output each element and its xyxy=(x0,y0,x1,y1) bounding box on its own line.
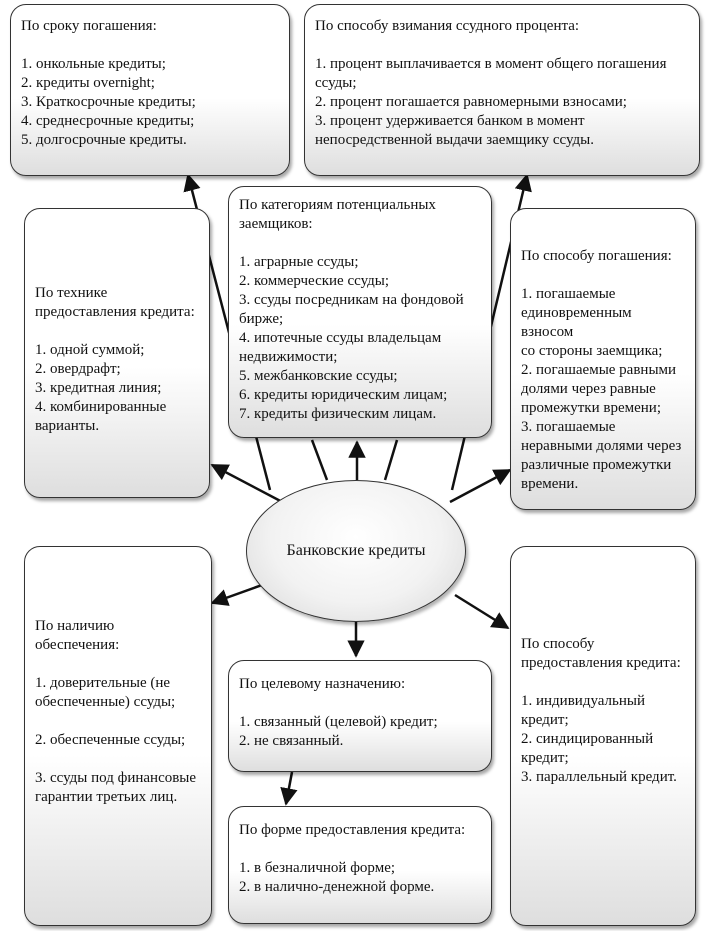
arrow-to-technique xyxy=(212,465,288,505)
borrowers-item: 3. ссуды посредникам на фондовой бирже; xyxy=(239,292,464,327)
borrowers-item: 4. ипотечные ссуды владельцам недвижимости; xyxy=(239,330,442,365)
repayment-item: 2. погашаемые равными долями через равные промежутки времени; xyxy=(521,362,677,416)
repayment-box xyxy=(510,208,696,510)
borrowers-item: 7. кредиты физическим лицам. xyxy=(239,406,437,422)
center-node xyxy=(246,480,466,622)
borrowers-item: 5. межбанковские ссуды; xyxy=(239,368,398,384)
term-item: 1. онкольные кредиты; xyxy=(21,56,166,72)
borrowers-box xyxy=(228,186,492,438)
center-label: Банковские кредиты xyxy=(286,542,426,559)
technique-item: 3. кредитная линия; xyxy=(35,380,162,396)
provision-title: По способу предоставления кредита: xyxy=(521,636,681,671)
form-box xyxy=(228,806,492,924)
term-item: 3. Краткосрочные кредиты; xyxy=(21,94,196,110)
term-title: По сроку погашения: xyxy=(21,18,157,34)
repayment-list xyxy=(521,285,685,494)
arrow-to-borrowers-right xyxy=(385,440,397,480)
form-item: 2. в налично-денежной форме. xyxy=(239,879,435,895)
repayment-title: По способу погашения: xyxy=(521,248,672,264)
collateral-item: 2. обеспеченные ссуды; xyxy=(35,732,186,748)
technique-item: 4. комбинированные варианты. xyxy=(35,399,167,434)
provision-list xyxy=(521,692,685,787)
interest-title: По способу взимания ссудного процента: xyxy=(315,18,580,34)
repayment-item: 1. погашаемые единовременным взносом со стороны заемщика; xyxy=(521,286,663,359)
form-list xyxy=(239,859,481,897)
collateral-list xyxy=(35,674,201,807)
borrowers-title: По категориям потенциальных заемщиков: xyxy=(239,197,436,232)
collateral-item: 3. ссуды под финансовые гарантии третьих лиц. xyxy=(35,770,197,805)
arrow-to-borrowers-left xyxy=(312,440,327,480)
technique-box xyxy=(24,208,210,498)
arrow-to-repayment xyxy=(450,470,510,502)
borrowers-item: 6. кредиты юридическим лицам; xyxy=(239,387,448,403)
purpose-item: 2. не связанный. xyxy=(239,733,344,749)
interest-box xyxy=(304,4,700,176)
technique-title: По технике предоставления кредита: xyxy=(35,285,195,320)
term-box xyxy=(10,4,290,176)
technique-item: 1. одной суммой; xyxy=(35,342,145,358)
term-item: 4. среднесрочные кредиты; xyxy=(21,113,195,129)
form-title: По форме предоставления кредита: xyxy=(239,822,466,838)
technique-list xyxy=(35,341,199,436)
form-item: 1. в безналичной форме; xyxy=(239,860,396,876)
arrow-purpose-to-form xyxy=(286,772,292,804)
arrow-to-provision xyxy=(455,595,508,628)
purpose-title: По целевому назначению: xyxy=(239,676,406,692)
term-item: 2. кредиты overnight; xyxy=(21,75,155,91)
borrowers-list xyxy=(239,253,481,424)
collateral-box xyxy=(24,546,212,926)
repayment-item: 3. погашаемые неравными долями через различные промежутки времени. xyxy=(521,419,682,492)
term-item: 5. долгосрочные кредиты. xyxy=(21,132,187,148)
purpose-item: 1. связанный (целевой) кредит; xyxy=(239,714,438,730)
interest-item: 1. процент выплачивается в момент общего погашения ссуды; xyxy=(315,56,667,91)
interest-item: 3. процент удерживается банком в момент непосредственной выдачи заемщику ссуды. xyxy=(315,113,594,148)
interest-item: 2. процент погашается равномерными взносами; xyxy=(315,94,627,110)
term-list xyxy=(21,55,279,150)
arrow-to-collateral xyxy=(212,585,262,603)
provision-item: 3. параллельный кредит. xyxy=(521,769,677,785)
provision-item: 2. синдицированный кредит; xyxy=(521,731,654,766)
provision-box xyxy=(510,546,696,926)
technique-item: 2. овердрафт; xyxy=(35,361,121,377)
collateral-title: По наличию обеспечения: xyxy=(35,618,120,653)
borrowers-item: 1. аграрные ссуды; xyxy=(239,254,359,270)
purpose-list xyxy=(239,713,481,751)
interest-list xyxy=(315,55,689,150)
purpose-box xyxy=(228,660,492,772)
provision-item: 1. индивидуальный кредит; xyxy=(521,693,646,728)
borrowers-item: 2. коммерческие ссуды; xyxy=(239,273,390,289)
collateral-item: 1. доверительные (не обеспеченные) ссуды; xyxy=(35,675,176,710)
